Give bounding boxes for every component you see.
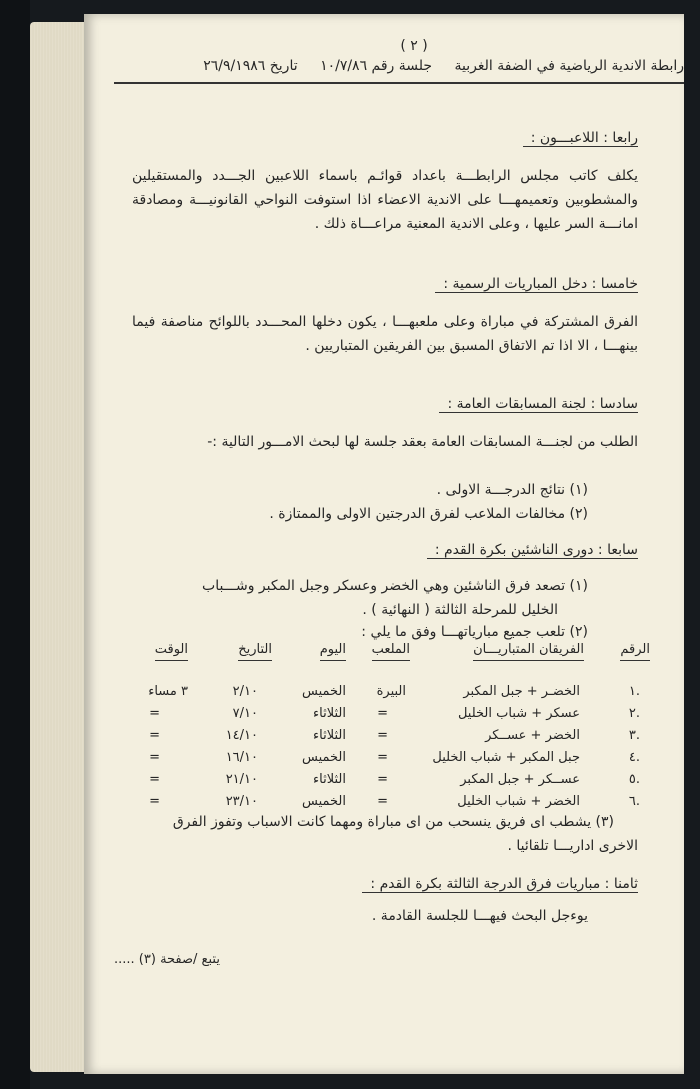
table-row xyxy=(130,728,650,748)
row-date: ٢٣/١٠ xyxy=(225,794,258,809)
row-num: .٦ xyxy=(628,794,640,809)
page-header xyxy=(120,58,684,74)
row-time: = xyxy=(149,728,160,743)
section-7-item-3-cont: الاخرى اداريـــا تلقائيا . xyxy=(507,838,638,854)
row-stadium: = xyxy=(377,728,388,743)
section-7-item-1: (١) تصعد فرق الناشئين وهي الخضر وعسكر وجبل المكبر وشـــباب xyxy=(202,578,588,594)
section-6-heading: سادسا : لجنة المسابقات العامة : xyxy=(439,396,638,413)
row-num: .٢ xyxy=(628,706,640,721)
table-row xyxy=(130,706,650,726)
section-7-heading: سابعا : دورى الناشئين بكرة القدم : xyxy=(427,542,638,559)
section-7-item-3: (٣) يشطب اى فريق ينسحب من اى مباراة ومهما كانت الاسباب وتفوز الفرق xyxy=(172,814,614,830)
section-5-body: الفرق المشتركة في مباراة وعلى ملعبهـــا ، يكون دخلها المحـــدد باللوائح مناصفة فيما بينهـــا ، الا اذا تم الاتفاق المسبق بين الفريقين المتباريين . xyxy=(132,314,638,354)
row-date: ١٤/١٠ xyxy=(225,728,258,743)
header-stadium: الملعب xyxy=(372,642,410,661)
section-6-body: الطلب من لجنـــة المسابقات العامة بعقد جلسة لها لبحث الامـــور التالية :- xyxy=(207,434,638,450)
page-edges xyxy=(30,22,86,1072)
row-day: الخميس xyxy=(302,794,346,809)
page-content xyxy=(84,14,684,1074)
row-stadium: = xyxy=(377,750,388,765)
header-title: رابطة الاندية الرياضية في الضفة الغربية xyxy=(454,58,684,74)
row-day: الثلاثاء xyxy=(313,772,346,787)
row-stadium: = xyxy=(377,772,388,787)
row-time: ٣ مساء xyxy=(148,684,188,699)
header-day: اليوم xyxy=(320,642,346,661)
row-day: الخميس xyxy=(302,750,346,765)
section-8-heading: ثامنا : مباريات فرق الدرجة الثالثة بكرة القدم : xyxy=(362,876,638,893)
row-stadium: البيرة xyxy=(376,684,406,699)
continued-footer: يتبع /صفحة (٣) ..... xyxy=(114,952,220,967)
section-6-item-1: (١) نتائج الدرجـــة الاولى . xyxy=(436,482,588,498)
row-num: .٤ xyxy=(628,750,640,765)
table-row xyxy=(130,684,650,704)
header-session: جلسة رقم ١٠/٧/٨٦ xyxy=(320,58,433,74)
table-row xyxy=(130,772,650,792)
section-6-item-2: (٢) مخالفات الملاعب لفرق الدرجتين الاولى والممتازة . xyxy=(269,506,588,522)
row-teams: الخضـر + جبل المكبر xyxy=(463,684,580,699)
table-header-row xyxy=(130,642,650,662)
header-time: الوقت xyxy=(155,642,188,661)
row-time: = xyxy=(149,772,160,787)
row-teams: جبل المكبر + شباب الخليل xyxy=(432,750,580,765)
row-date: ٢١/١٠ xyxy=(225,772,258,787)
row-stadium: = xyxy=(377,794,388,809)
document-page xyxy=(84,14,684,1074)
row-date: ١٦/١٠ xyxy=(225,750,258,765)
row-time: = xyxy=(149,706,160,721)
header-teams: الفريقان المتباريـــان xyxy=(473,642,584,661)
row-stadium: = xyxy=(377,706,388,721)
row-num: .١ xyxy=(628,684,640,699)
row-teams: عســكر + جبل المكبر xyxy=(460,772,580,787)
section-7-item-2: (٢) تلعب جميع مبارياتهـــا وفق ما يلي : xyxy=(361,624,588,640)
row-day: الثلاثاء xyxy=(313,706,346,721)
section-7-item-1-cont: الخليل للمرحلة الثالثة ( النهائية ) . xyxy=(362,602,558,618)
section-8-body: يوءجل البحث فيهـــا للجلسة القادمة . xyxy=(371,908,588,924)
row-teams: الخضر + شباب الخليل xyxy=(457,794,580,809)
header-date: التاريخ xyxy=(238,642,272,661)
row-date: ٢/١٠ xyxy=(232,684,258,699)
row-day: الخميس xyxy=(302,684,346,699)
row-teams: الخضر + عســكر xyxy=(485,728,580,743)
row-num: .٥ xyxy=(628,772,640,787)
section-4-body: يكلف كاتب مجلس الرابطـــة باعداد قوائـم باسماء اللاعبين الجـــدد والمستقيلين والمشطوبين وتعميمهـــا على الاندية الاعضاء اذا استوفت النواحي القانونيـــة ومصادقة امانـــة السر عليها ، وعلى الاندية المعنية مراعـــاة ذلك . xyxy=(132,168,638,232)
row-date: ٧/١٠ xyxy=(232,706,258,721)
row-num: .٣ xyxy=(628,728,640,743)
header-date: تاريخ ٢٦/٩/١٩٨٦ xyxy=(203,58,298,74)
row-time: = xyxy=(149,794,160,809)
book-spine xyxy=(0,0,30,1089)
page-number: ( ٢ ) xyxy=(400,38,428,54)
table-row xyxy=(130,794,650,814)
section-4-heading: رابعا : اللاعبـــون : xyxy=(523,130,638,147)
table-row xyxy=(130,750,650,770)
section-5-heading: خامسا : دخل المباريات الرسمية : xyxy=(435,276,638,293)
header-rule xyxy=(114,82,684,84)
row-teams: عسكر + شباب الخليل xyxy=(457,706,580,721)
row-day: الثلاثاء xyxy=(313,728,346,743)
header-num: الرقم xyxy=(620,642,650,661)
row-time: = xyxy=(149,750,160,765)
